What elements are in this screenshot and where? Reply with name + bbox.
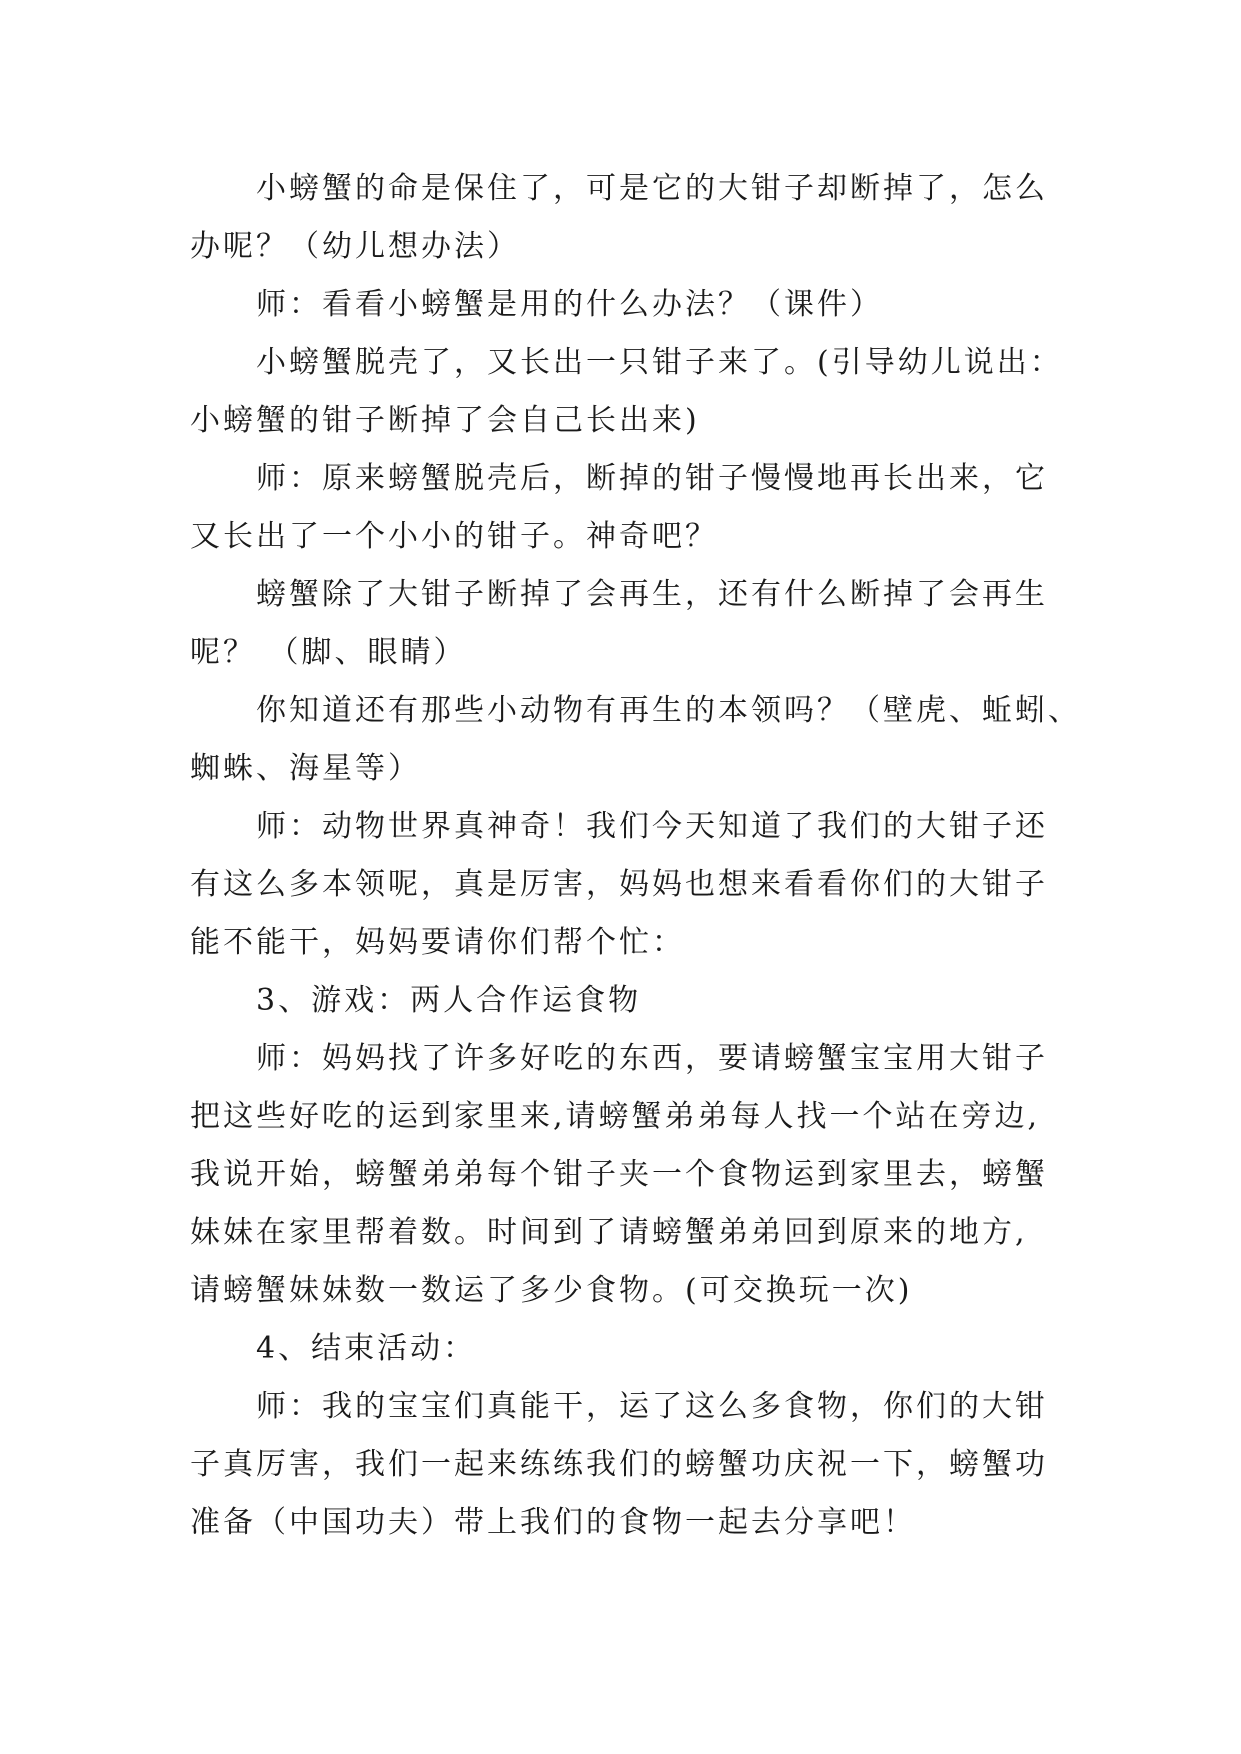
text-line: 有这么多本领呢，真是厉害，妈妈也想来看看你们的大钳子 <box>190 867 1048 902</box>
paragraph <box>190 1030 1050 1320</box>
paragraph <box>190 450 1050 566</box>
text-line: 小螃蟹的钳子断掉了会自己长出来) <box>190 403 700 438</box>
text-line: 小螃蟹的命是保住了，可是它的大钳子却断掉了，怎么 <box>256 171 1048 206</box>
text-line: 请螃蟹妹妹数一数运了多少食物。(可交换玩一次) <box>190 1273 913 1308</box>
paragraph <box>190 276 1050 334</box>
text-line: 准备（中国功夫）带上我们的食物一起去分享吧！ <box>190 1505 916 1540</box>
text-line: 能不能干，妈妈要请你们帮个忙： <box>190 925 685 960</box>
paragraph <box>190 334 1063 450</box>
text-line: 把这些好吃的运到家里来,请螃蟹弟弟每人找一个站在旁边, <box>190 1099 1041 1134</box>
text-line: 又长出了一个小小的钳子。神奇吧？ <box>190 519 718 554</box>
text-line: 你知道还有那些小动物有再生的本领吗？（壁虎、蚯蚓、 <box>256 693 1081 728</box>
text-line: 师：原来螃蟹脱壳后，断掉的钳子慢慢地再长出来，它 <box>256 461 1048 496</box>
text-line: 呢？ （脚、眼睛） <box>190 635 467 670</box>
text-line: 4、结束活动： <box>256 1331 477 1366</box>
text-line: 我说开始，螃蟹弟弟每个钳子夹一个食物运到家里去，螃蟹 <box>190 1157 1048 1192</box>
paragraph <box>190 160 1050 276</box>
paragraph <box>190 798 1050 972</box>
paragraph <box>190 1378 1050 1552</box>
text-line: 妹妹在家里帮着数。时间到了请螃蟹弟弟回到原来的地方, <box>190 1215 1028 1250</box>
text-line: 师：我的宝宝们真能干，运了这么多食物，你们的大钳 <box>256 1389 1048 1424</box>
text-line: 师：动物世界真神奇！我们今天知道了我们的大钳子还 <box>256 809 1048 844</box>
text-line: 蜘蛛、海星等） <box>190 751 421 786</box>
text-line: 办呢？（幼儿想办法） <box>190 229 520 264</box>
text-line: 子真厉害，我们一起来练练我们的螃蟹功庆祝一下，螃蟹功 <box>190 1447 1048 1482</box>
document-body <box>190 160 1081 1552</box>
section-heading <box>190 972 1050 1030</box>
paragraph <box>190 566 1050 682</box>
text-line: 师：看看小螃蟹是用的什么办法？（课件） <box>256 287 883 322</box>
text-line: 小螃蟹脱壳了，又长出一只钳子来了。(引导幼儿说出： <box>256 345 1063 380</box>
text-line: 3、游戏：两人合作运食物 <box>256 983 642 1018</box>
paragraph <box>190 682 1081 798</box>
text-line: 师：妈妈找了许多好吃的东西，要请螃蟹宝宝用大钳子 <box>256 1041 1048 1076</box>
section-heading <box>190 1320 1050 1378</box>
text-line: 螃蟹除了大钳子断掉了会再生，还有什么断掉了会再生 <box>256 577 1048 612</box>
